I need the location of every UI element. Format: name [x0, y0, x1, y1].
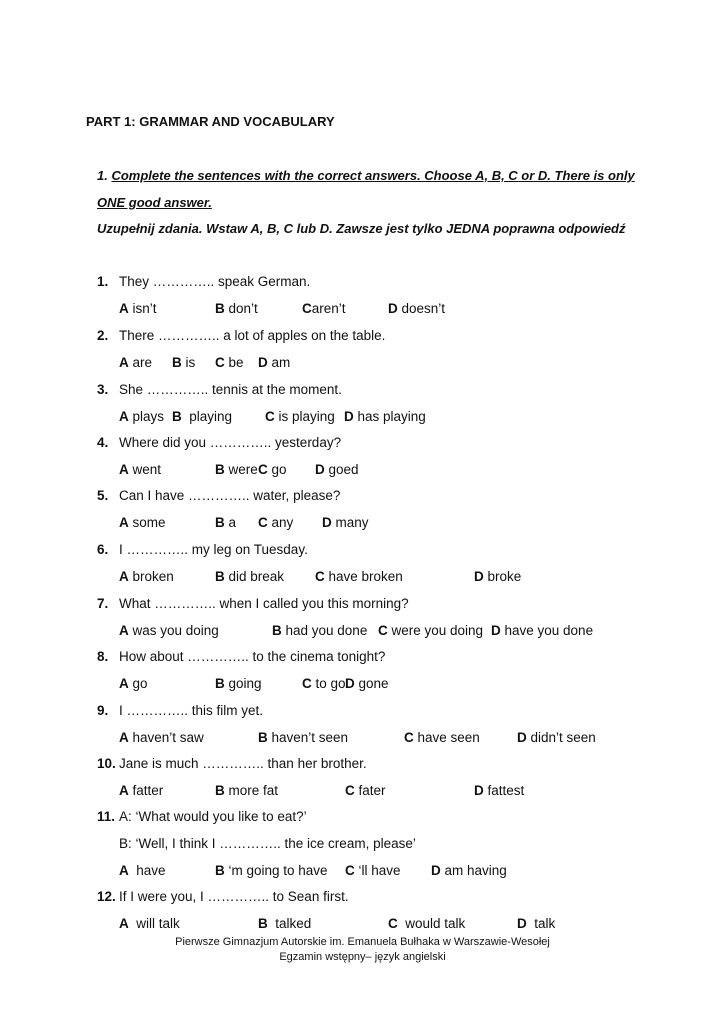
answer-option-d[interactable] [474, 783, 524, 798]
answer-option-a[interactable] [119, 515, 166, 530]
option-text: talk [526, 916, 556, 931]
option-text: fater [354, 783, 386, 798]
option-text: playing [181, 409, 233, 424]
answer-option-b[interactable] [172, 409, 232, 424]
option-text: doesn’t [397, 301, 446, 316]
question-number: 11. [97, 809, 116, 824]
option-text: to go [311, 676, 346, 691]
question-number: 4. [97, 435, 109, 450]
instruction-text: Complete the sentences with the correct answers. Choose A, B, C or D. There is only [111, 168, 635, 183]
option-letter: D [315, 462, 325, 477]
question-number: 9. [97, 703, 109, 718]
question-number: 2. [97, 328, 109, 343]
option-text: is playing [274, 409, 335, 424]
option-letter: B [172, 355, 182, 370]
option-letter: A [119, 355, 129, 370]
option-letter: D [491, 623, 501, 638]
question-number: 6. [97, 542, 109, 557]
answer-option-c[interactable] [265, 409, 335, 424]
option-text: go [267, 462, 287, 477]
option-text: goed [324, 462, 359, 477]
answer-option-c[interactable] [388, 916, 465, 931]
footer-school-name: Pierwsze Gimnazjum Autorskie im. Emanuela Bułhaka w Warszawie-Wesołej [175, 936, 550, 948]
answer-option-a[interactable] [119, 462, 161, 477]
option-text: have [128, 863, 166, 878]
answer-option-d[interactable] [431, 863, 507, 878]
option-letter: C [345, 863, 355, 878]
option-letter: D [322, 515, 332, 530]
answer-option-d[interactable] [388, 301, 445, 316]
option-letter: D [517, 916, 527, 931]
question-text: How about ………….. to the cinema tonight? [119, 649, 386, 664]
option-letter: B [215, 462, 225, 477]
option-text: going [224, 676, 262, 691]
question-text-line2: B: ‘Well, I think I ………….. the ice cream, please’ [119, 836, 416, 851]
answer-option-c[interactable] [302, 301, 346, 316]
option-text: more fat [224, 783, 279, 798]
answer-option-c[interactable] [302, 676, 346, 691]
option-letter: A [119, 916, 129, 931]
option-text: have you done [500, 623, 594, 638]
option-text: isn’t [128, 301, 157, 316]
option-text: ‘m going to have [224, 863, 328, 878]
question-number: 12. [97, 889, 116, 904]
option-text: haven’t saw [128, 730, 204, 745]
answer-option-b[interactable] [172, 355, 195, 370]
option-text: did break [224, 569, 285, 584]
option-letter: C [302, 676, 312, 691]
option-text: fattest [483, 783, 525, 798]
answer-option-b[interactable] [258, 916, 311, 931]
question-number: 8. [97, 649, 109, 664]
option-letter: B [215, 863, 225, 878]
option-text: many [331, 515, 369, 530]
answer-option-c[interactable] [404, 730, 480, 745]
option-text: broke [483, 569, 522, 584]
answer-option-a[interactable] [119, 409, 164, 424]
option-text: go [128, 676, 148, 691]
question-text: I ………….. this film yet. [119, 703, 264, 718]
option-text: talked [267, 916, 312, 931]
answer-option-b[interactable] [215, 676, 262, 691]
option-text: were [224, 462, 258, 477]
option-text: haven’t seen [267, 730, 349, 745]
option-letter: D [474, 569, 484, 584]
option-letter: A [119, 301, 129, 316]
question-text: Where did you ………….. yesterday? [119, 435, 342, 450]
option-letter: A [119, 676, 129, 691]
option-letter: B [215, 676, 225, 691]
answer-option-b[interactable] [215, 301, 258, 316]
question-text: What ………….. when I called you this morning? [119, 596, 409, 611]
option-text: aren’t [311, 301, 346, 316]
question-text: There ………….. a lot of apples on the table. [119, 328, 386, 343]
answer-option-c[interactable] [315, 569, 403, 584]
option-letter: D [345, 676, 355, 691]
answer-option-d[interactable] [322, 515, 369, 530]
option-letter: D [431, 863, 441, 878]
exercise-instruction-polish: Uzupełnij zdania. Wstaw A, B, C lub D. Zawsze jest tylko JEDNA poprawna odpowiedź [97, 221, 626, 236]
option-text: would talk [397, 916, 466, 931]
option-letter: B [215, 515, 225, 530]
option-text: had you done [281, 623, 368, 638]
option-letter: D [258, 355, 268, 370]
option-text: any [267, 515, 294, 530]
exercise-instruction-line1 [97, 168, 635, 183]
option-letter: A [119, 863, 129, 878]
answer-option-b[interactable] [215, 462, 258, 477]
answer-option-c[interactable] [258, 515, 293, 530]
option-letter: C [258, 515, 268, 530]
option-letter: A [119, 515, 129, 530]
question-number: 1. [97, 274, 109, 289]
answer-option-c[interactable] [378, 623, 483, 638]
answer-option-a[interactable] [119, 355, 152, 370]
answer-option-b[interactable] [215, 569, 284, 584]
question-text: If I were you, I ………….. to Sean first. [119, 889, 349, 904]
answer-option-b[interactable] [215, 515, 236, 530]
exercise-instruction-line2: ONE good answer. [97, 195, 212, 210]
option-text: is [181, 355, 196, 370]
option-text: a [224, 515, 237, 530]
answer-option-c[interactable] [215, 355, 244, 370]
option-letter: B [215, 783, 225, 798]
answer-option-b[interactable] [215, 863, 328, 878]
option-letter: A [119, 623, 129, 638]
option-letter: C [265, 409, 275, 424]
option-letter: B [258, 916, 268, 931]
answer-option-a[interactable] [119, 730, 204, 745]
footer-exam-title: Egzamin wstępny– język angielski [279, 951, 446, 963]
answer-option-d[interactable] [491, 623, 593, 638]
answer-option-b[interactable] [258, 730, 348, 745]
answer-option-d[interactable] [315, 462, 359, 477]
question-number: 10. [97, 756, 116, 771]
question-text: They ………….. speak German. [119, 274, 311, 289]
answer-option-d[interactable] [517, 730, 596, 745]
option-text: am [267, 355, 291, 370]
question-number: 5. [97, 488, 109, 503]
option-text: didn’t seen [526, 730, 596, 745]
option-letter: C [345, 783, 355, 798]
option-letter: A [119, 462, 129, 477]
option-letter: D [344, 409, 354, 424]
answer-option-a[interactable] [119, 301, 157, 316]
option-letter: D [388, 301, 398, 316]
answer-option-a[interactable] [119, 569, 174, 584]
question-text: She ………….. tennis at the moment. [119, 382, 342, 397]
option-text: went [128, 462, 162, 477]
option-text: have seen [413, 730, 480, 745]
option-text: broken [128, 569, 174, 584]
option-text: ‘ll have [354, 863, 401, 878]
option-text: some [128, 515, 166, 530]
answer-option-d[interactable] [258, 355, 290, 370]
option-text: fatter [128, 783, 164, 798]
answer-option-c[interactable] [345, 863, 401, 878]
answer-option-a[interactable] [119, 783, 163, 798]
option-letter: C [404, 730, 414, 745]
option-letter: C [388, 916, 398, 931]
option-text: have broken [324, 569, 403, 584]
answer-option-a[interactable] [119, 623, 219, 638]
option-letter: C [258, 462, 268, 477]
option-letter: C [302, 301, 312, 316]
option-letter: B [172, 409, 182, 424]
answer-option-d[interactable] [344, 409, 426, 424]
option-letter: C [378, 623, 388, 638]
option-letter: A [119, 569, 129, 584]
option-text: were you doing [387, 623, 484, 638]
answer-option-c[interactable] [258, 462, 287, 477]
option-letter: B [215, 569, 225, 584]
option-letter: D [474, 783, 484, 798]
option-text: has playing [353, 409, 426, 424]
option-letter: C [315, 569, 325, 584]
option-letter: C [215, 355, 225, 370]
answer-option-d[interactable] [474, 569, 521, 584]
option-text: are [128, 355, 153, 370]
option-letter: A [119, 409, 129, 424]
option-text: don’t [224, 301, 258, 316]
question-text: I ………….. my leg on Tuesday. [119, 542, 308, 557]
option-letter: B [258, 730, 268, 745]
answer-option-a[interactable] [119, 916, 180, 931]
answer-option-d[interactable] [517, 916, 555, 931]
option-text: am having [440, 863, 507, 878]
part-title: PART 1: GRAMMAR AND VOCABULARY [86, 114, 335, 129]
question-text: Can I have ………….. water, please? [119, 488, 341, 503]
option-text: be [224, 355, 244, 370]
option-text: plays [128, 409, 165, 424]
option-letter: B [215, 301, 225, 316]
option-text: will talk [128, 916, 180, 931]
question-text: Jane is much ………….. than her brother. [119, 756, 367, 771]
exercise-number: 1. [97, 168, 108, 183]
answer-option-a[interactable] [119, 863, 166, 878]
option-letter: B [272, 623, 282, 638]
question-number: 3. [97, 382, 109, 397]
answer-option-a[interactable] [119, 676, 148, 691]
option-letter: D [517, 730, 527, 745]
answer-option-c[interactable] [345, 783, 386, 798]
option-text: gone [354, 676, 389, 691]
answer-option-d[interactable] [345, 676, 389, 691]
option-text: was you doing [128, 623, 219, 638]
question-number: 7. [97, 596, 109, 611]
answer-option-b[interactable] [272, 623, 367, 638]
option-letter: A [119, 730, 129, 745]
answer-option-b[interactable] [215, 783, 278, 798]
question-text: A: ‘What would you like to eat?’ [119, 809, 307, 824]
option-letter: A [119, 783, 129, 798]
